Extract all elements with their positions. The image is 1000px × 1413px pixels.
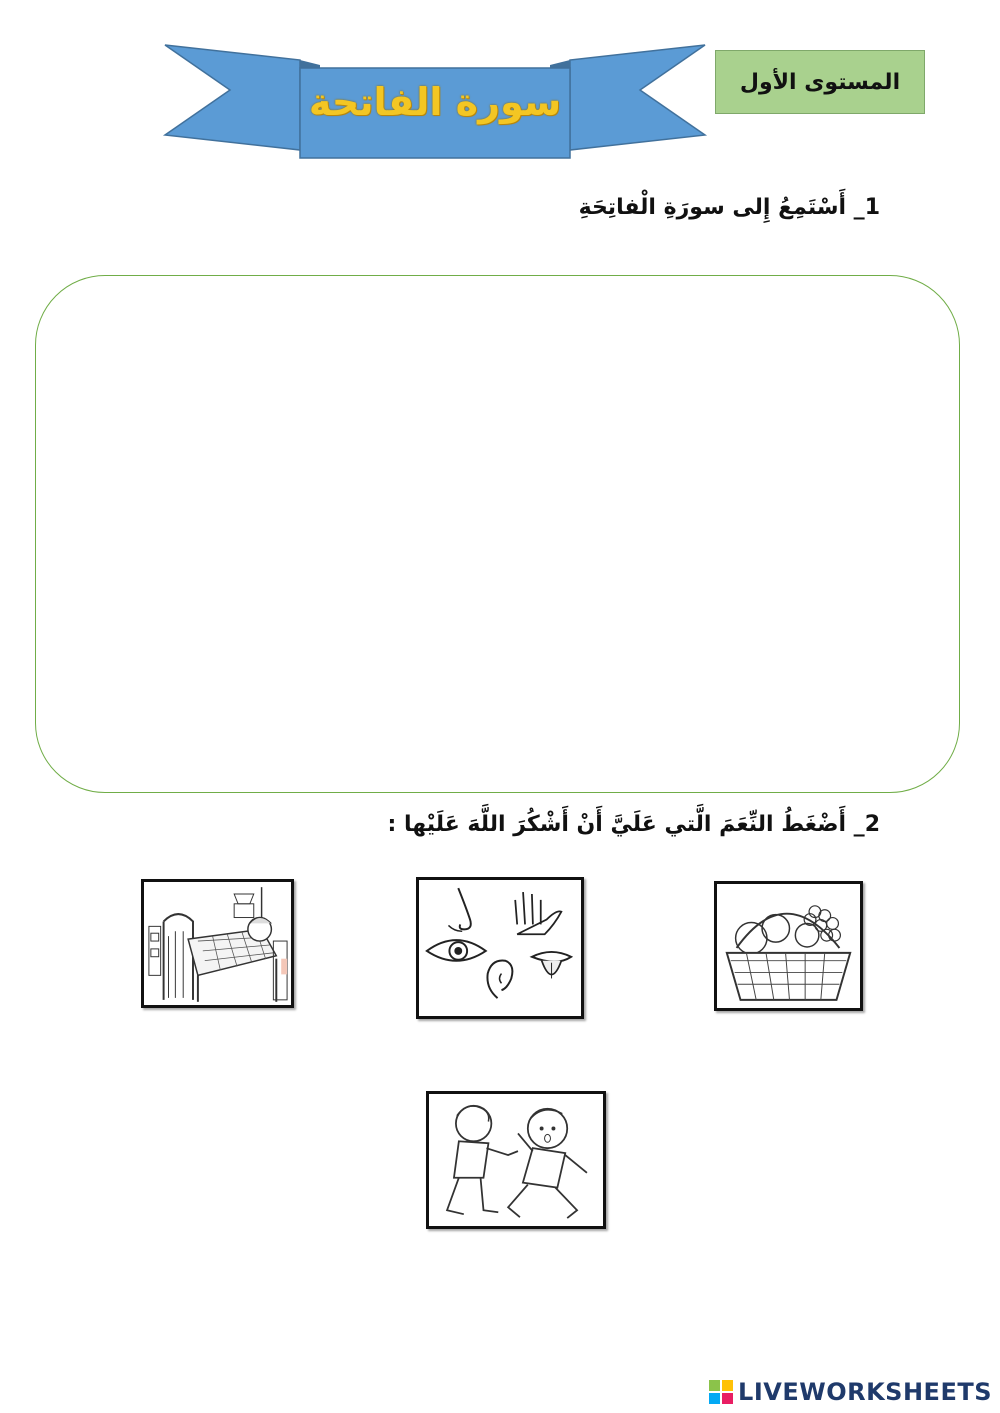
fruit-basket-icon (717, 884, 860, 1008)
picture-sleeping-child[interactable] (141, 879, 294, 1008)
liveworksheets-logo (708, 1377, 992, 1407)
level-label: المستوى الأول (715, 50, 925, 114)
liveworksheets-logo-icon (708, 1379, 734, 1405)
five-senses-icon (419, 880, 581, 1016)
banner-title: سورة الفاتحة (308, 80, 562, 124)
picture-helping-friend[interactable] (426, 1091, 606, 1229)
picture-five-senses[interactable] (416, 877, 584, 1019)
helping-friend-icon (429, 1094, 603, 1226)
sleeping-child-bed-icon (144, 882, 291, 1005)
picture-fruit-basket[interactable] (714, 881, 863, 1011)
question-2: 2_ أَضْغَطُ النِّعَمَ الَّتي عَلَيَّ أَنْ أَشْكُرَ اللَّهَ عَلَيْها : (387, 812, 880, 837)
question-1: 1_ أَسْتَمِعُ إِلى سورَةِ الْفاتِحَةِ (578, 195, 880, 220)
audio-answer-area[interactable] (35, 275, 960, 793)
logo-text: LIVEWORKSHEETS (738, 1378, 992, 1406)
